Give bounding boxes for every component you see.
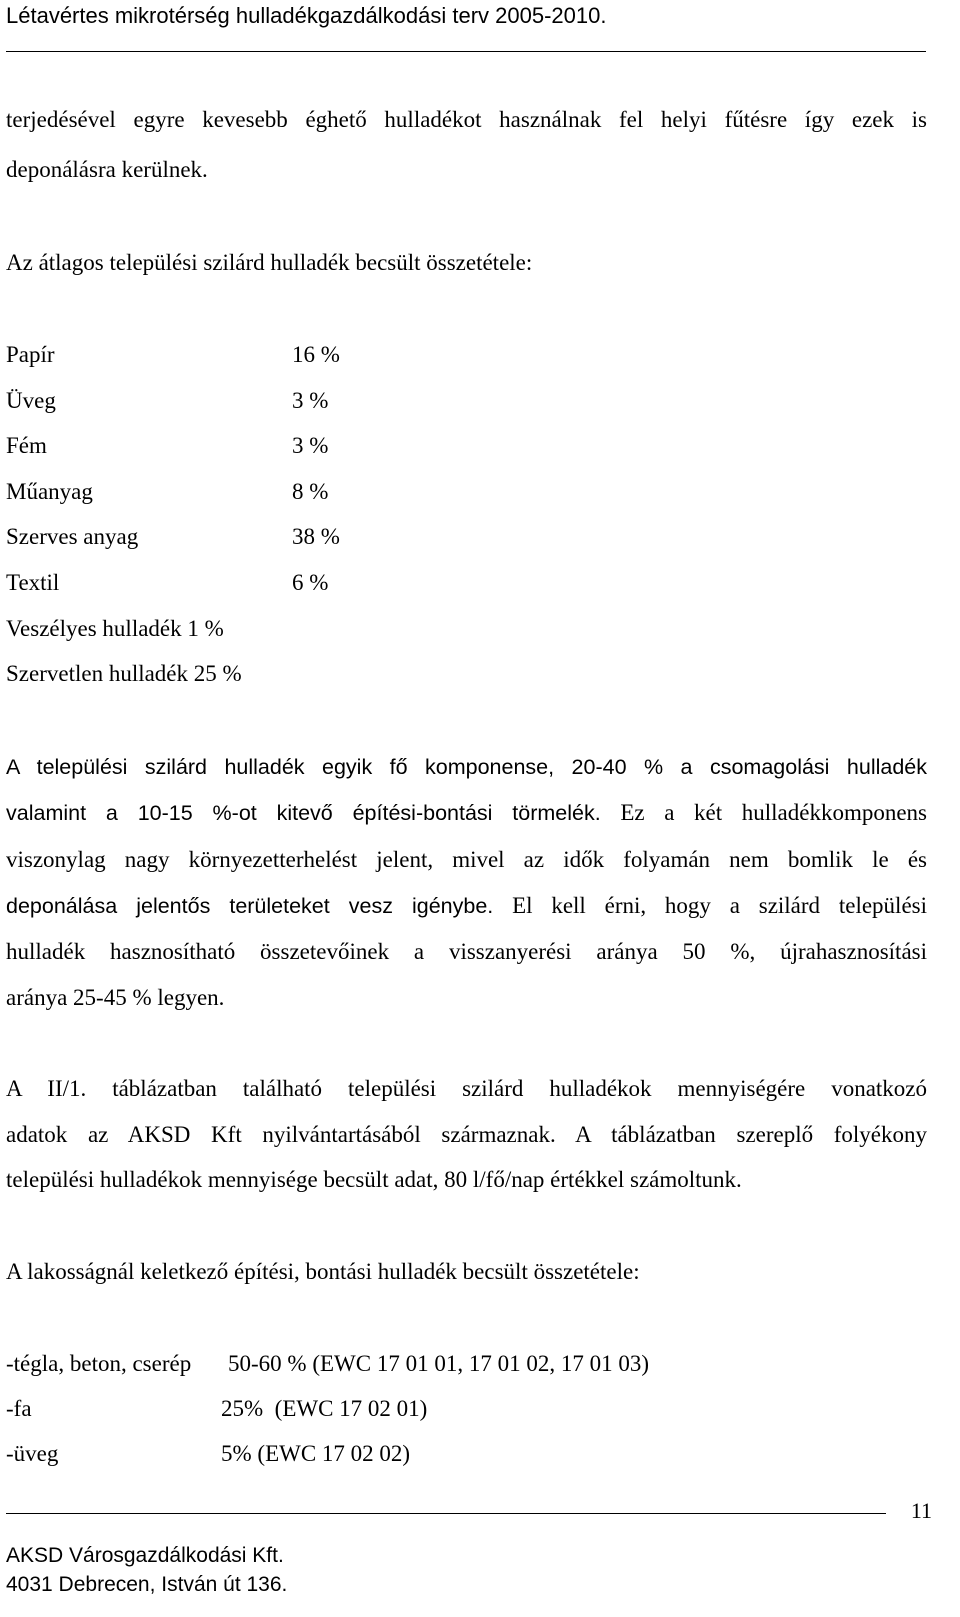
footer-company: AKSD Városgazdálkodási Kft. <box>6 1544 284 1567</box>
paragraph-segment: El kell érni, hogy a szilárd települési <box>493 893 927 918</box>
msw-item-label: Veszélyes hulladék <box>6 616 182 641</box>
cdw-item-name: -tégla, beton, cserép <box>6 1351 192 1376</box>
cdw-heading: A lakosságnál keletkező építési, bontási hulladék becsült összetétele: <box>6 1259 640 1284</box>
page-number: 11 <box>910 1498 932 1523</box>
paragraph-line <box>6 891 927 921</box>
msw-item-label: Szervetlen hulladék <box>6 661 189 686</box>
footer-address: 4031 Debrecen, István út 136. <box>6 1573 288 1596</box>
msw-item-value: 6 % <box>292 570 329 595</box>
msw-item-name: Fém <box>6 433 47 458</box>
msw-item-name <box>6 614 224 644</box>
msw-item-name: Papír <box>6 342 55 367</box>
paragraph-line <box>6 798 927 828</box>
document-title: Létavértes mikrotérség hulladékgazdálkodási terv 2005-2010. <box>6 3 607 28</box>
msw-item-name: Textil <box>6 570 60 595</box>
intro-line-2: deponálásra kerülnek. <box>6 157 208 182</box>
paragraph-line: aránya 25-45 % legyen. <box>6 985 225 1010</box>
intro-line-1: terjedésével egyre kevesebb éghető hulladékot használnak fel helyi fűtésre így ezek is <box>6 107 927 132</box>
paragraph-segment: deponálása jelentős területeket vesz igénybe. <box>6 894 494 918</box>
header-divider <box>6 51 926 52</box>
paragraph-line: adatok az AKSD Kft nyilvántartásából származnak. A táblázatban szereplő folyékony <box>6 1122 927 1147</box>
msw-item-value: 25 % <box>193 661 242 686</box>
paragraph-line: hulladék hasznosítható összetevőinek a visszanyerési aránya 50 %, újrahasznosítási <box>6 939 927 964</box>
msw-item-name: Szerves anyag <box>6 524 139 549</box>
msw-item-name: Üveg <box>6 388 56 413</box>
paragraph-line: viszonylag nagy környezetterhelést jelent, mivel az idők folyamán nem bomlik le és <box>6 847 927 872</box>
msw-item-name: Műanyag <box>6 479 93 504</box>
paragraph-segment: valamint a 10-15 %-ot kitevő építési-bontási törmelék. <box>6 801 601 825</box>
msw-item-value: 1 % <box>187 616 224 641</box>
cdw-item-value: 50-60 % (EWC 17 01 01, 17 01 02, 17 01 03) <box>228 1351 649 1376</box>
paragraph-segment: Ez a két hulladékkomponens <box>600 800 928 825</box>
msw-item-value: 3 % <box>292 388 329 413</box>
footer-divider <box>6 1513 886 1514</box>
msw-item-name <box>6 659 242 689</box>
msw-item-value: 38 % <box>292 524 340 549</box>
cdw-item-value: 5% (EWC 17 02 02) <box>221 1441 411 1466</box>
msw-item-value: 8 % <box>292 479 329 504</box>
cdw-item-name: -üveg <box>6 1441 59 1466</box>
msw-heading: Az átlagos települési szilárd hulladék becsült összetétele: <box>6 250 533 275</box>
cdw-item-name: -fa <box>6 1396 32 1421</box>
paragraph-line: A települési szilárd hulladék egyik fő komponense, 20-40 % a csomagolási hulladék <box>6 755 927 779</box>
cdw-item-value: 25% (EWC 17 02 01) <box>221 1396 428 1421</box>
msw-item-value: 16 % <box>292 342 340 367</box>
paragraph-line: települési hulladékok mennyisége becsült adat, 80 l/fő/nap értékkel számoltunk. <box>6 1167 742 1192</box>
paragraph-line: A II/1. táblázatban található települési szilárd hulladékok mennyiségére vonatkozó <box>6 1076 927 1101</box>
msw-item-value: 3 % <box>292 433 329 458</box>
